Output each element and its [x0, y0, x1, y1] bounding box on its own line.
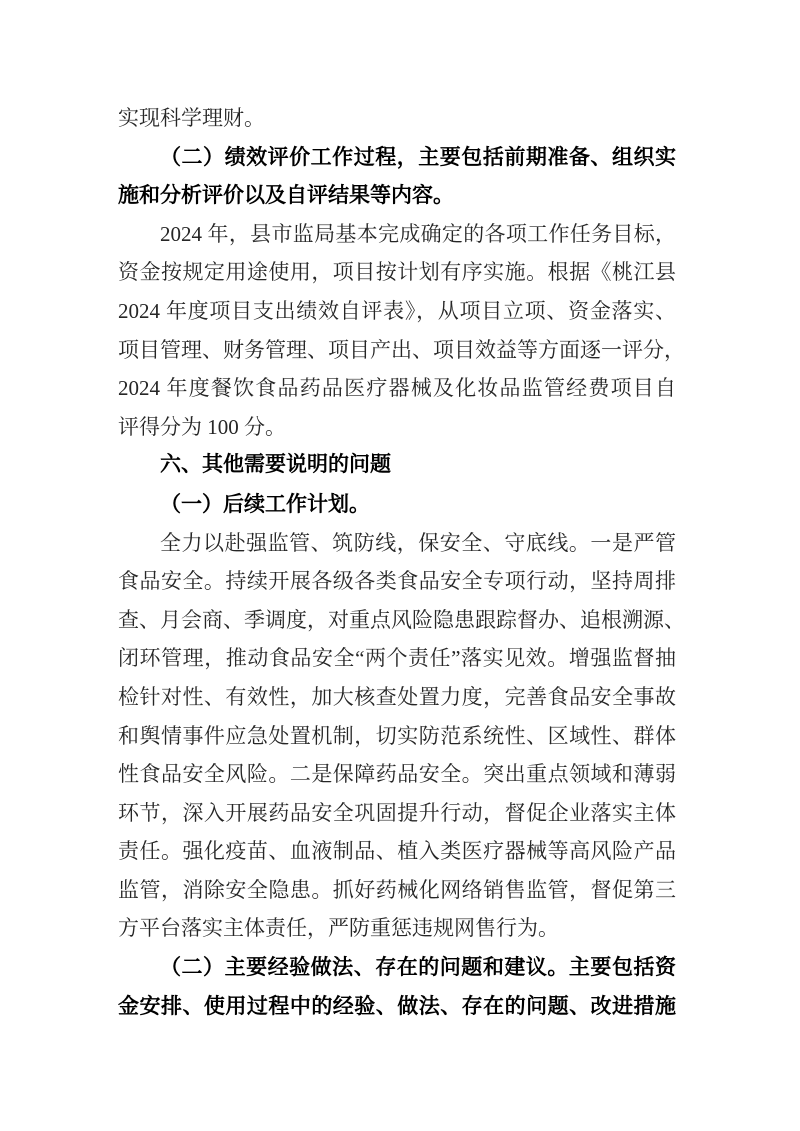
paragraph-line: 2024 年度餐饮食品药品医疗器械及化妆品监管经费项目自: [118, 376, 676, 401]
paragraph-line: 2024 年，县市监局基本完成确定的各项工作任务目标，: [160, 221, 676, 246]
paragraph-line: 性食品安全风险。二是保障药品安全。突出重点领域和薄弱: [118, 762, 676, 787]
paragraph-line: 实现科学理财。: [118, 106, 265, 130]
paragraph-line: 监管，消除安全隐患。抓好药械化网络销售监管，督促第三: [118, 877, 676, 902]
paragraph-line: 闭环管理，推动食品安全“两个责任”落实见效。增强监督抽: [118, 646, 676, 671]
paragraph-line: 和舆情事件应急处置机制，切实防范系统性、区域性、群体: [118, 723, 676, 748]
subsection-heading-line: 金安排、使用过程中的经验、做法、存在的问题、改进措施: [118, 993, 676, 1018]
paragraph-line: 检针对性、有效性，加大核查处置力度，完善食品安全事故: [118, 684, 676, 709]
document-body: [118, 99, 685, 1025]
paragraph-line: 2024 年度项目支出绩效自评表》，从项目立项、资金落实、: [118, 298, 676, 323]
paragraph-line: 方平台落实主体责任，严防重惩违规网售行为。: [118, 916, 559, 941]
paragraph-line: 责任。强化疫苗、血液制品、植入类医疗器械等高风险产品: [118, 839, 676, 864]
section-heading: 六、其他需要说明的问题: [160, 453, 391, 477]
paragraph-line: 项目管理、财务管理、项目产出、项目效益等方面逐一评分，: [118, 337, 685, 362]
paragraph-line: 食品安全。持续开展各级各类食品安全专项行动，坚持周排: [118, 569, 676, 594]
subsection-heading: （一）后续工作计划。: [160, 491, 370, 516]
paragraph-line: 查、月会商、季调度，对重点风险隐患跟踪督办、追根溯源、: [118, 607, 685, 632]
subsection-heading-line: （二）绩效评价工作过程，主要包括前期准备、组织实: [160, 144, 676, 169]
paragraph-line: 资金按规定用途使用，项目按计划有序实施。根据《桃江县: [118, 260, 676, 285]
subsection-heading-line: （二）主要经验做法、存在的问题和建议。主要包括资: [160, 955, 676, 980]
paragraph-line: 评得分为 100 分。: [118, 414, 286, 439]
subsection-heading-line: 施和分析评价以及自评结果等内容。: [118, 183, 454, 208]
paragraph-line: 全力以赴强监管、筑防线，保安全、守底线。一是严管: [160, 530, 676, 555]
paragraph-line: 环节，深入开展药品安全巩固提升行动，督促企业落实主体: [118, 800, 676, 825]
